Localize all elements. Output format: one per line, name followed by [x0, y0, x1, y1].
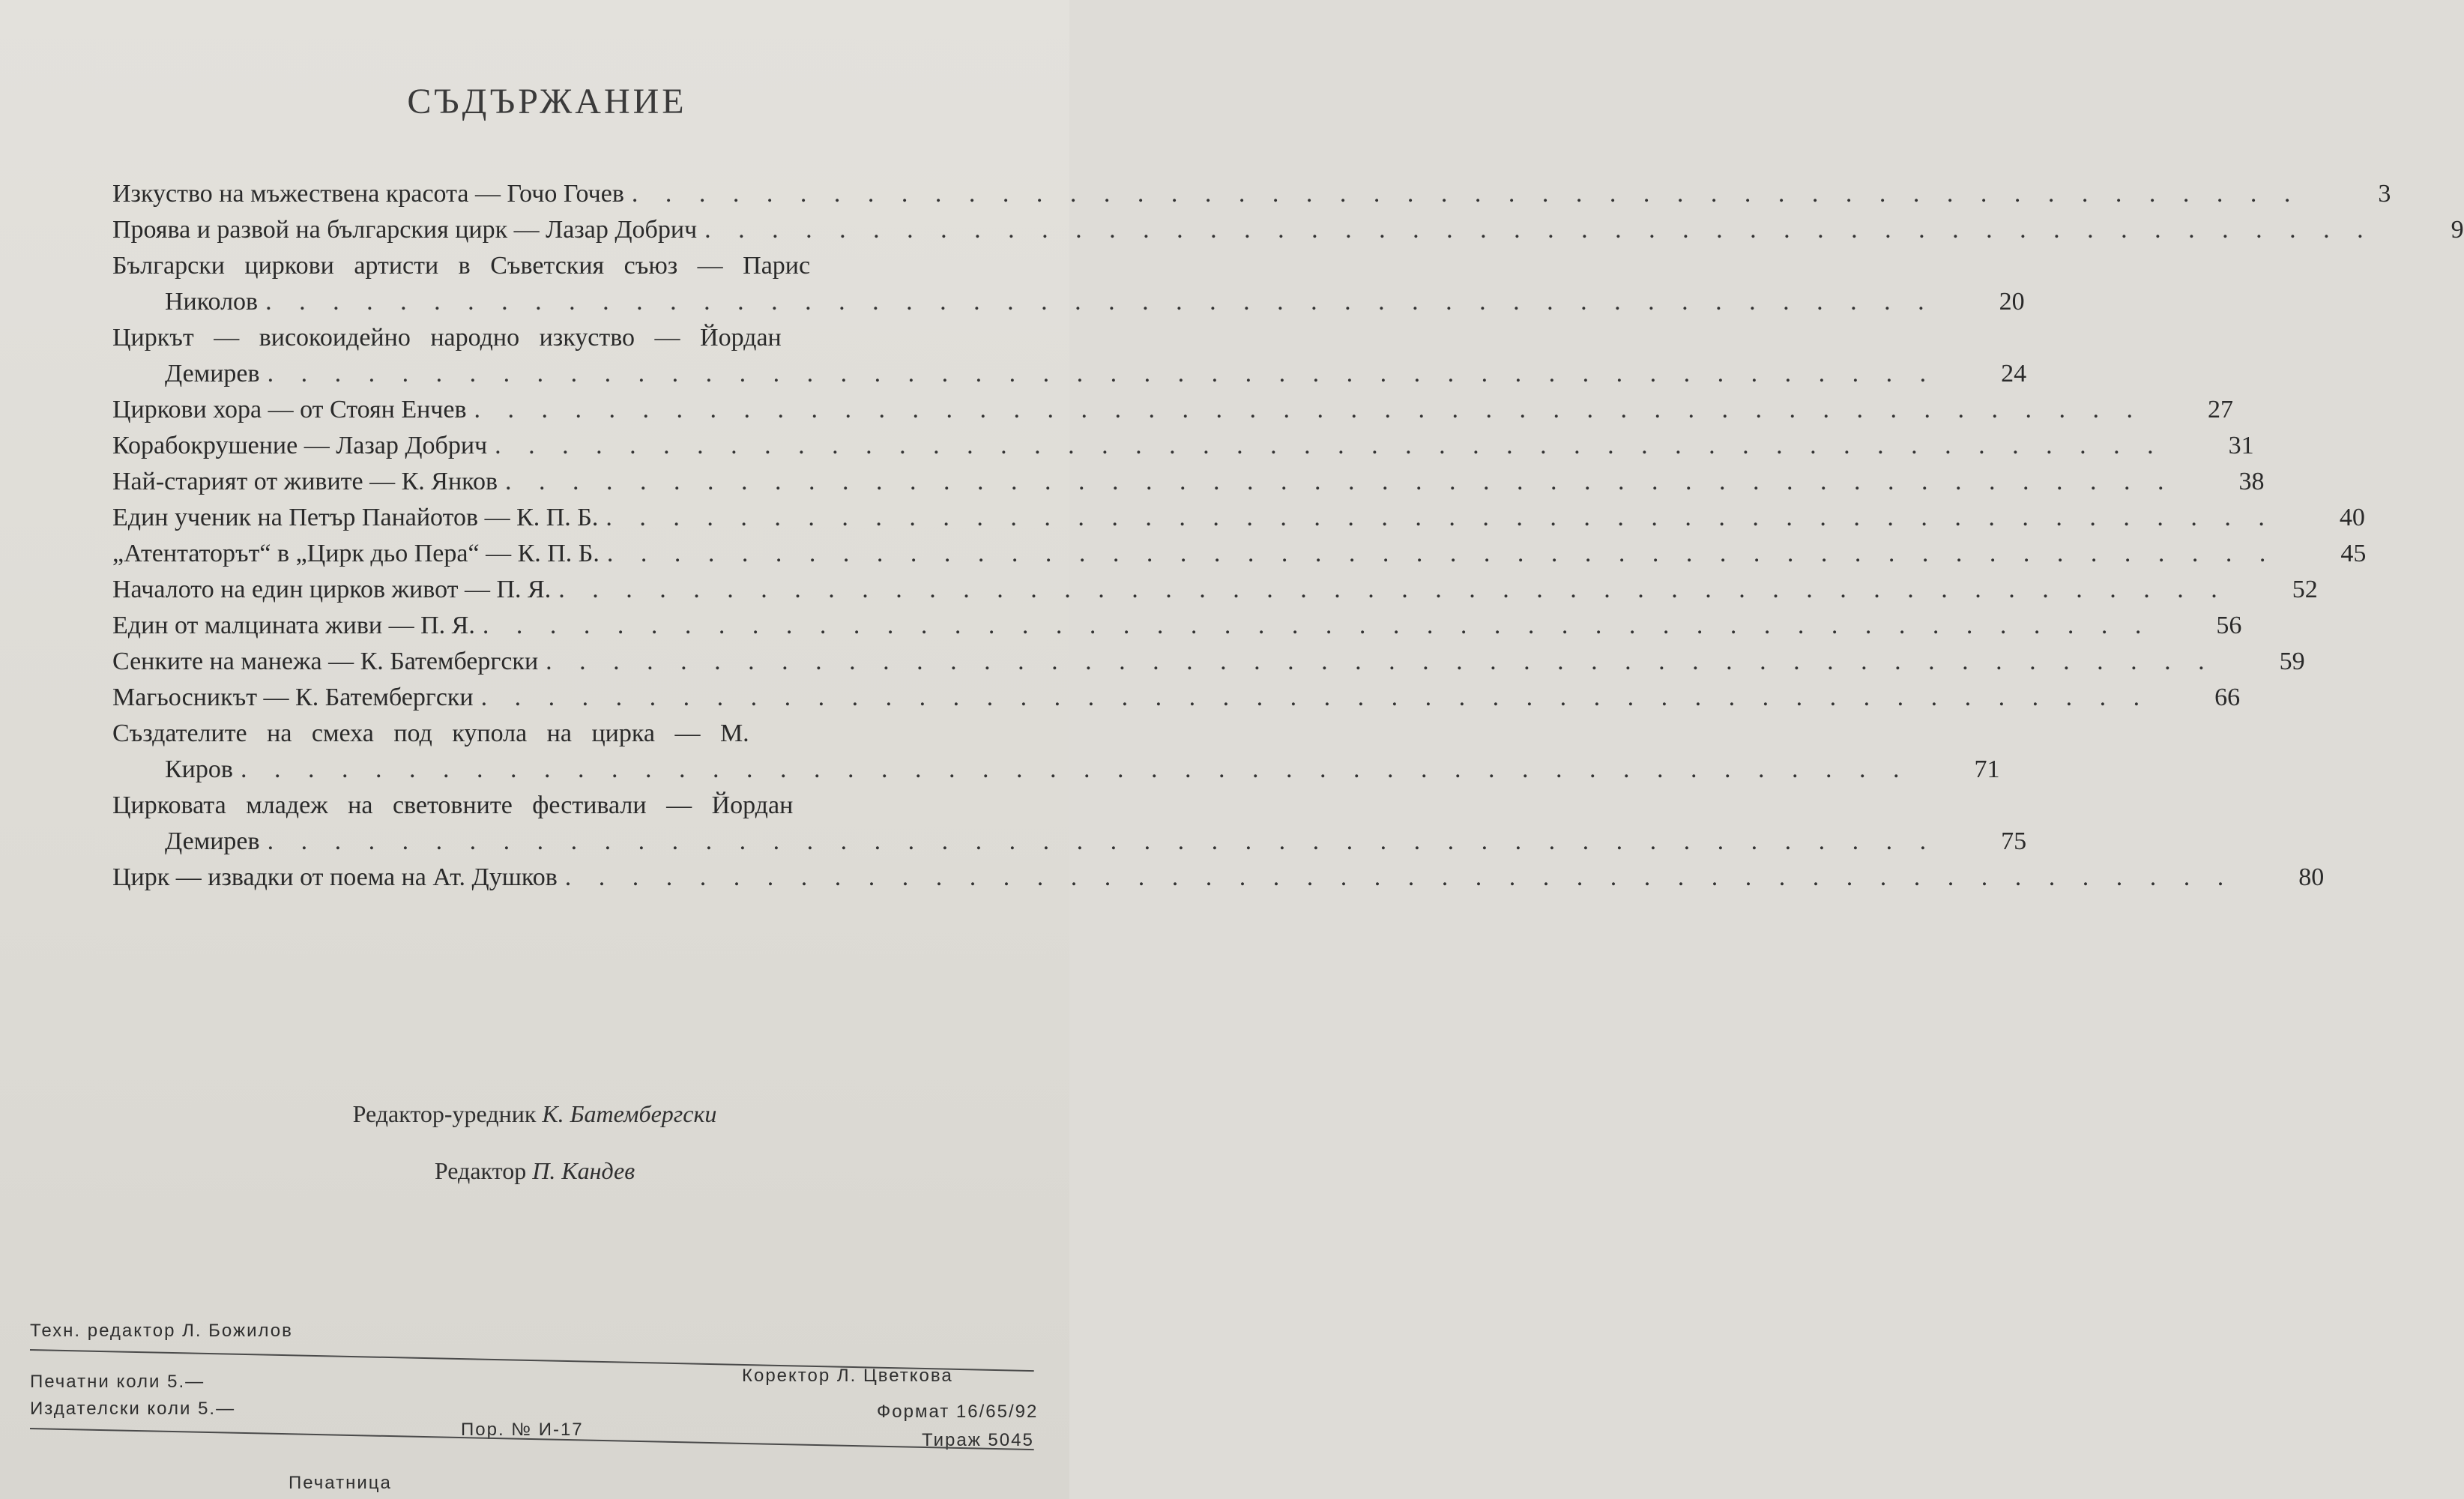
toc-entry-title-cont: Киров	[165, 755, 233, 783]
toc-entry-title: Създателите на смеха под купола на цирка — М.	[112, 720, 749, 747]
toc-page-number: 66	[2214, 684, 2241, 711]
dot-leader: . . . . . . . . . . . . . . . . . . . . . . . . . . . . . . . . . . . . . . . . . . . . . . . . . .	[704, 216, 2374, 244]
toc-entry	[112, 680, 2241, 716]
dot-leader: . . . . . . . . . . . . . . . . . . . . . . . . . . . . . . . . . . . . . . . . . . . . . . . . . .	[480, 684, 2151, 711]
dot-leader: . . . . . . . . . . . . . . . . . . . . . . . . . . . . . . . . . . . . . . . . . . . . . . . . . .	[546, 648, 2215, 675]
dot-leader: . . . . . . . . . . . . . . . . . . . . . . . . . . . . . . . . . . . . . . . . . . . . . . . . . .	[267, 360, 1937, 387]
toc-entry-title: Циркови хора — от Стоян Енчев	[112, 396, 467, 423]
editor-line	[0, 1157, 1069, 1185]
dot-leader: . . . . . . . . . . . . . . . . . . . . . . . . . . . . . . . . . . . . . . . . . . . . . . . . . .	[495, 432, 2164, 459]
toc-page-number: 59	[2279, 648, 2305, 675]
circulation: Тираж 5045	[922, 1430, 1034, 1450]
page-title: СЪДЪРЖАНИЕ	[407, 82, 687, 121]
toc-entry	[112, 176, 2391, 212]
order-number: Пор. № И-17	[461, 1420, 584, 1440]
toc-entry-title: Цирк — извадки от поема на Ат. Душков	[112, 863, 558, 891]
dot-leader: . . . . . . . . . . . . . . . . . . . . . . . . . . . . . . . . . . . . . . . . . . . . . . . . . .	[482, 612, 2152, 639]
toc-page-number: 20	[1999, 288, 2025, 316]
toc-entry-title-cont: Демирев	[165, 360, 260, 387]
editor-in-chief-label: Редактор-уредник	[352, 1100, 537, 1127]
dot-leader: . . . . . . . . . . . . . . . . . . . . . . . . . . . . . . . . . . . . . . . . . . . . . . . . . .	[505, 468, 2175, 495]
editor-in-chief-line	[0, 1100, 1069, 1128]
toc-entry	[112, 248, 974, 284]
toc-entry-title: Цирковата младеж на световните фестивали — Йордан	[112, 791, 794, 819]
toc-entry-title: Един от малцината живи — П. Я.	[112, 612, 475, 639]
dot-leader: . . . . . . . . . . . . . . . . . . . . . . . . . . . . . . . . . . . . . . . . . . . . . . . . . .	[474, 396, 2144, 423]
toc-entry	[112, 572, 2318, 608]
dot-leader: . . . . . . . . . . . . . . . . . . . . . . . . . . . . . . . . . . . . . . . . . . . . . . . . . .	[606, 540, 2277, 567]
toc-entry-continuation	[112, 284, 2025, 320]
toc-entry-title: Най-старият от живите — К. Янков	[112, 468, 498, 495]
toc-entry-title-cont: Демирев	[165, 827, 260, 855]
toc-entry-title: „Атентаторът“ в „Цирк дьо Пера“ — К. П. Б.	[112, 540, 600, 567]
toc-entry-continuation	[112, 752, 2000, 788]
toc-page-number: 27	[2208, 396, 2234, 423]
toc-page-number: 31	[2228, 432, 2254, 459]
toc-page-number: 38	[2238, 468, 2265, 495]
editor-label: Редактор	[434, 1157, 527, 1184]
toc-page-number: 80	[2298, 863, 2325, 891]
toc-entry-title: Циркът — високоидейно народно изкуство — Йордан	[112, 324, 782, 352]
toc-page-number: 24	[2001, 360, 2027, 387]
toc-entry	[112, 428, 2254, 464]
toc-page-number: 71	[1974, 755, 2000, 783]
toc-entry	[112, 716, 974, 752]
dot-leader: . . . . . . . . . . . . . . . . . . . . . . . . . . . . . . . . . . . . . . . . . . . . . . . . . .	[558, 576, 2228, 603]
dot-leader: . . . . . . . . . . . . . . . . . . . . . . . . . . . . . . . . . . . . . . . . . . . . . . . . . .	[606, 504, 2275, 531]
toc-entry-title-cont: Николов	[165, 288, 259, 316]
table-of-contents	[112, 176, 2464, 896]
toc-entry-title: Сенките на манежа — К. Батембергски	[112, 648, 539, 675]
print-sheets: Печатни коли 5.—	[30, 1372, 205, 1392]
editor-name: П. Кандев	[532, 1157, 635, 1184]
toc-entry	[112, 644, 2305, 680]
toc-entry-title: Един ученик на Петър Панайотов — К. П. Б.	[112, 504, 599, 531]
toc-entry-continuation	[112, 356, 2027, 392]
publisher-sheets: Издателски коли 5.—	[30, 1399, 236, 1419]
toc-entry	[112, 860, 2325, 896]
toc-entry-title: Корабокрушение — Лазар Добрич	[112, 432, 488, 459]
toc-entry-title: Магьосникът — К. Батембергски	[112, 684, 474, 711]
dot-leader: . . . . . . . . . . . . . . . . . . . . . . . . . . . . . . . . . . . . . . . . . . . . . . . . . .	[564, 863, 2235, 891]
toc-entry	[112, 608, 2242, 644]
dot-leader: . . . . . . . . . . . . . . . . . . . . . . . . . . . . . . . . . . . . . . . . . . . . . . . . . .	[265, 288, 1935, 316]
toc-page-number: 3	[2378, 180, 2391, 208]
toc-entry	[112, 500, 2365, 536]
toc-entry-title: Проява и развой на българския цирк — Лазар Добрич	[112, 216, 698, 244]
corrector: Коректор Л. Цветкова	[742, 1366, 953, 1386]
format: Формат 16/65/92	[877, 1402, 1039, 1422]
dot-leader: . . . . . . . . . . . . . . . . . . . . . . . . . . . . . . . . . . . . . . . . . . . . . . . . . .	[240, 755, 1910, 783]
toc-entry-continuation	[112, 824, 2027, 860]
toc-entry-title: Изкуство на мъжествена красота — Гочо Гочев	[112, 180, 624, 208]
toc-page-number: 40	[2339, 504, 2365, 531]
dot-leader: . . . . . . . . . . . . . . . . . . . . . . . . . . . . . . . . . . . . . . . . . . . . . . . . . .	[267, 827, 1937, 855]
toc-entry	[112, 536, 2367, 572]
toc-page-number: 9	[2451, 216, 2464, 244]
toc-entry	[112, 464, 2265, 500]
toc-entry	[112, 212, 2464, 248]
toc-entry	[112, 392, 2234, 428]
toc-entry-title: Български циркови артисти в Съветския съюз — Парис	[112, 252, 811, 280]
dot-leader: . . . . . . . . . . . . . . . . . . . . . . . . . . . . . . . . . . . . . . . . . . . . . . . . . .	[631, 180, 2301, 208]
printer: Печатница	[289, 1473, 392, 1493]
editor-in-chief-name: К. Батембергски	[542, 1100, 717, 1127]
toc-page-number: 75	[2001, 827, 2027, 855]
toc-page-number: 52	[2292, 576, 2318, 603]
toc-page-number: 56	[2216, 612, 2242, 639]
toc-entry	[112, 788, 974, 824]
tech-editor: Техн. редактор Л. Божилов	[30, 1321, 293, 1341]
toc-entry	[112, 320, 974, 356]
toc-page-number: 45	[2340, 540, 2367, 567]
toc-entry-title: Началото на един цирков живот — П. Я.	[112, 576, 552, 603]
